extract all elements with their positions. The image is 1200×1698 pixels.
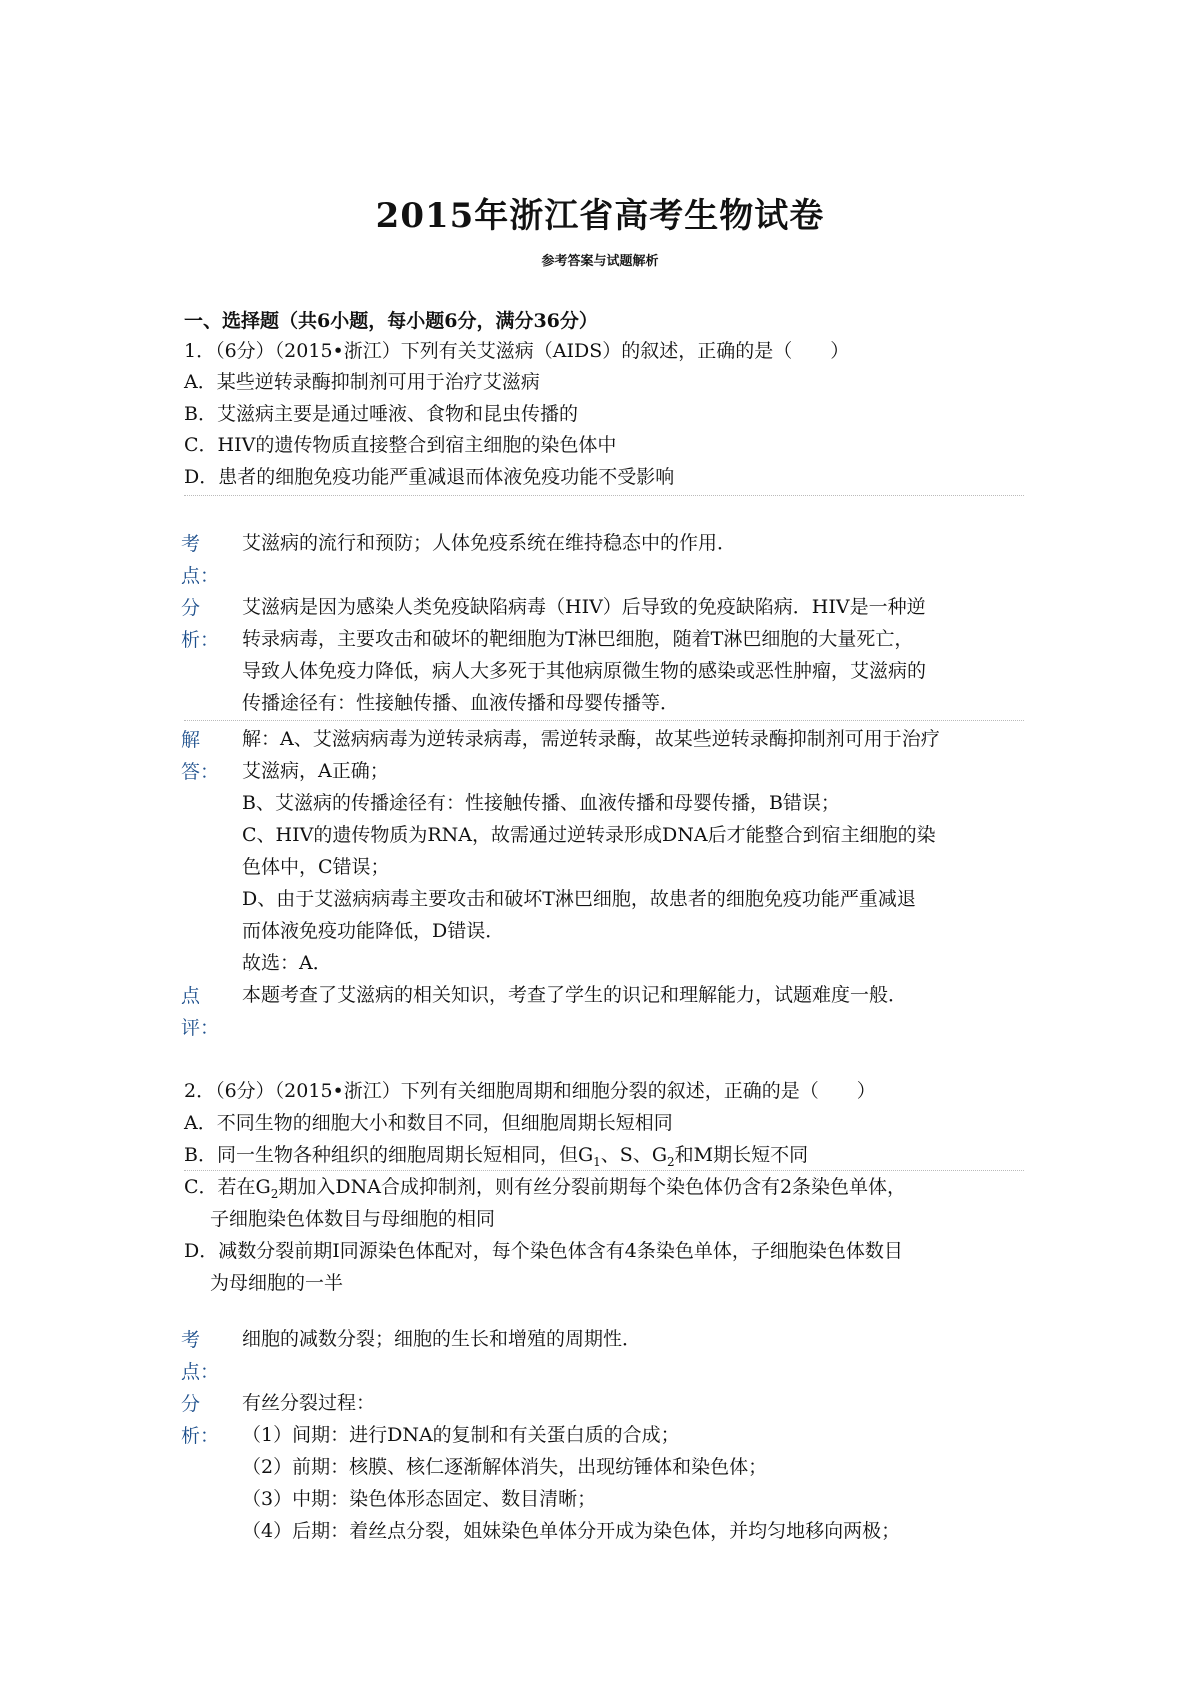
q1-option-a: A．某些逆转录酶抑制剂可用于治疗艾滋病 [184, 371, 540, 393]
divider [184, 720, 1024, 721]
q2-option-c: C．若在$G_2$期加入DNA合成抑制剂，则有丝分裂前期每个染色体仍含有2条染色单体， [184, 1176, 907, 1201]
q2-option-b: B．同一生物各种组织的细胞周期长短相同，但$G_1$、S、$G_2$和M期长短不同 [184, 1144, 809, 1169]
q2-fenxi-line: （3）中期：染色体形态固定、数目清晰； [242, 1488, 597, 1510]
q1-option-d: D．患者的细胞免疫功能严重减退而体液免疫功能不受影响 [184, 466, 675, 488]
q2-option-a: A．不同生物的细胞大小和数目不同，但细胞周期长短相同 [184, 1112, 673, 1134]
q2-fenxi-line: （2）前期：核膜、核仁逐渐解体消失，出现纺锤体和染色体； [242, 1456, 768, 1478]
q2-option-c-cont: 子细胞染色体数目与母细胞的相同 [210, 1208, 496, 1230]
q2-kaodian-text: 细胞的减数分裂；细胞的生长和增殖的周期性． [242, 1328, 642, 1350]
q1-dianping-label: 点 评： [181, 985, 220, 1039]
q1-fenxi-line: 转录病毒，主要攻击和破坏的靶细胞为T淋巴细胞，随着T淋巴细胞的大量死亡， [242, 628, 914, 650]
q1-kaodian-label: 考 点： [181, 533, 220, 587]
divider [184, 1170, 1024, 1171]
q1-jieda-line: D、由于艾滋病病毒主要攻击和破坏T淋巴细胞，故患者的细胞免疫功能严重减退 [242, 888, 916, 910]
q2-fenxi-line: （1）间期：进行DNA的复制和有关蛋白质的合成； [242, 1424, 680, 1446]
q1-jieda-line: 而体液免疫功能降低，D错误． [242, 920, 505, 942]
q1-option-c: C．HIV的遗传物质直接整合到宿主细胞的染色体中 [184, 434, 617, 456]
document-subtitle: 参考答案与试题解析 [541, 254, 659, 269]
q1-jieda-line: 故选：A． [242, 952, 332, 974]
q1-fenxi-line: 艾滋病是因为感染人类免疫缺陷病毒（HIV）后导致的免疫缺陷病．HIV是一种逆 [242, 596, 926, 618]
document-title: 2015年浙江省高考生物试卷 [375, 196, 825, 236]
q2-fenxi-line: （4）后期：着丝点分裂，姐妹染色单体分开成为染色体，并均匀地移向两极； [242, 1520, 901, 1542]
q2-kaodian-label: 考 点： [181, 1329, 220, 1383]
q2-option-d: D．减数分裂前期I同源染色体配对，每个染色体含有4条染色单体，子细胞染色体数目 [184, 1240, 903, 1262]
q2-fenxi-line: 有丝分裂过程： [242, 1392, 376, 1414]
section-heading: 一、选择题（共6小题，每小题6分，满分36分） [184, 310, 598, 332]
q1-option-b: B．艾滋病主要是通过唾液、食物和昆虫传播的 [184, 403, 578, 425]
q2-option-d-cont: 为母细胞的一半 [210, 1272, 344, 1294]
q1-dianping-text: 本题考查了艾滋病的相关知识，考查了学生的识记和理解能力，试题难度一般． [242, 984, 908, 1006]
q1-jieda-line: B、艾滋病的传播途径有：性接触传播、血液传播和母婴传播，B错误； [242, 792, 840, 814]
q2-stem: 2．（6分）（2015•浙江）下列有关细胞周期和细胞分裂的叙述，正确的是（ ） [184, 1080, 876, 1102]
q1-kaodian-text: 艾滋病的流行和预防；人体免疫系统在维持稳态中的作用． [242, 532, 737, 554]
q1-jieda-line: 色体中，C错误； [242, 856, 390, 878]
divider [184, 495, 1024, 496]
q2-fenxi-label: 分 析： [181, 1393, 220, 1447]
q1-jieda-line: C、HIV的遗传物质为RNA，故需通过逆转录形成DNA后才能整合到宿主细胞的染 [242, 824, 936, 846]
q1-stem: 1．（6分）（2015•浙江）下列有关艾滋病（AIDS）的叙述，正确的是（ ） [184, 340, 850, 362]
q1-jieda-line: 解：A、艾滋病病毒为逆转录病毒，需逆转录酶，故某些逆转录酶抑制剂可用于治疗 [242, 728, 940, 750]
q1-jieda-label: 解 答： [181, 729, 220, 783]
q1-fenxi-label: 分 析： [181, 597, 220, 651]
q1-fenxi-line: 导致人体免疫力降低，病人大多死于其他病原微生物的感染或恶性肿瘤，艾滋病的 [242, 660, 927, 682]
q1-fenxi-line: 传播途径有：性接触传播、血液传播和母婴传播等． [242, 692, 680, 714]
q1-jieda-line: 艾滋病，A正确； [242, 760, 389, 782]
